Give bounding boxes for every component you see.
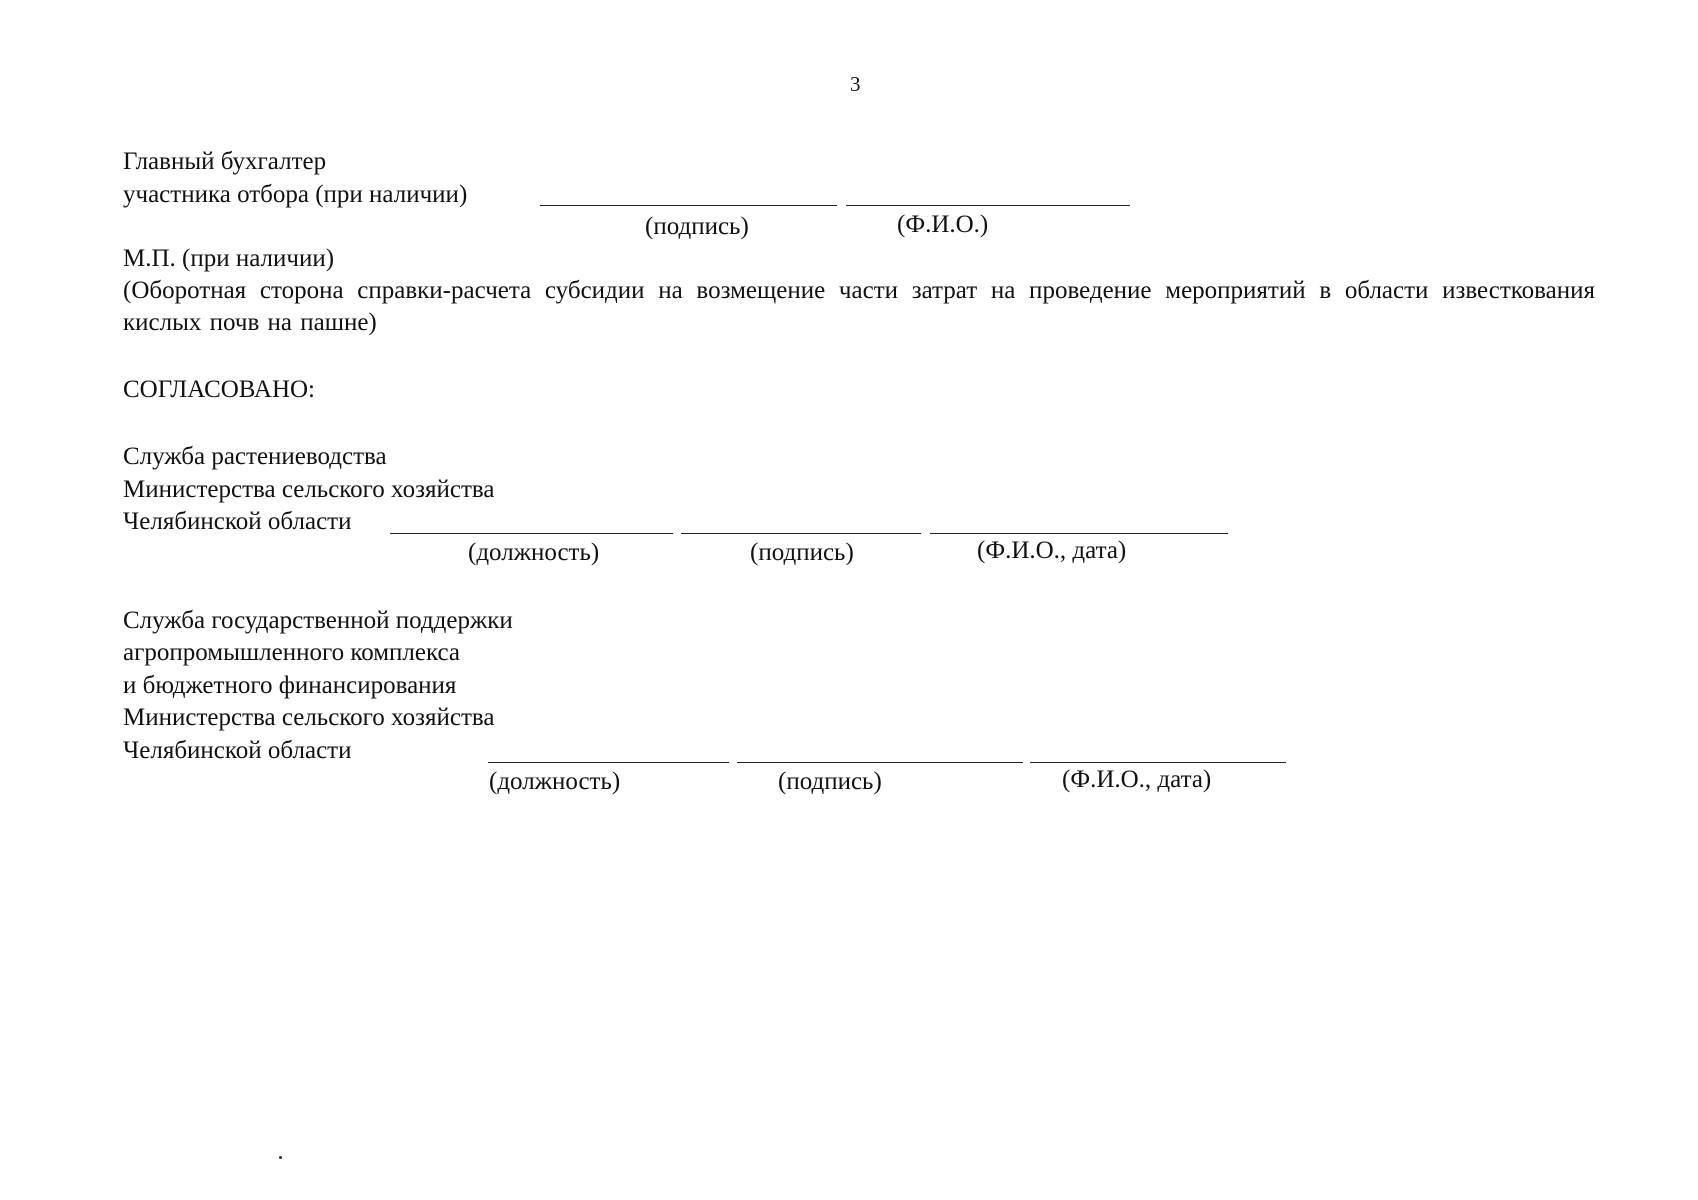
crop-service-line3: Челябинской области — [123, 508, 352, 535]
scan-speck — [279, 1156, 282, 1159]
position-line — [390, 533, 673, 534]
approved-heading: СОГЛАСОВАНО: — [123, 376, 316, 403]
name-date-caption: (Ф.И.О., дата) — [1062, 766, 1212, 793]
signature-line — [681, 533, 921, 534]
reverse-side-note: (Оборотная сторона справки-расчета субсидии на возмещение части затрат на проведение мероприятий в области известкования кислых почв на пашне) — [123, 277, 1595, 336]
position-line — [488, 762, 729, 763]
chief-accountant-title: Главный бухгалтер — [123, 148, 327, 175]
crop-service-line1: Служба растениеводства — [123, 443, 387, 470]
chief-accountant-subtitle: участника отбора (при наличии) — [123, 181, 468, 208]
name-date-line — [1030, 762, 1286, 763]
support-service-line1: Служба государственной поддержки — [123, 607, 513, 634]
position-caption: (должность) — [489, 768, 621, 795]
signature-caption: (подпись) — [750, 539, 854, 566]
signature-line — [540, 205, 837, 206]
signature-line — [737, 762, 1023, 763]
name-date-caption: (Ф.И.О., дата) — [977, 537, 1127, 564]
signature-caption: (подпись) — [778, 768, 882, 795]
support-service-line4: Министерства сельского хозяйства — [123, 704, 495, 731]
crop-service-line2: Министерства сельского хозяйства — [123, 476, 495, 503]
support-service-line2: агропромышленного комплекса — [123, 639, 461, 666]
support-service-line3: и бюджетного финансирования — [123, 672, 457, 699]
name-date-line — [930, 533, 1228, 534]
page-number: 3 — [850, 72, 861, 96]
name-caption: (Ф.И.О.) — [897, 211, 989, 238]
position-caption: (должность) — [468, 539, 600, 566]
support-service-line5: Челябинской области — [123, 737, 352, 764]
signature-caption: (подпись) — [645, 213, 749, 240]
name-line — [846, 205, 1130, 206]
stamp-note: М.П. (при наличии) — [123, 245, 335, 272]
